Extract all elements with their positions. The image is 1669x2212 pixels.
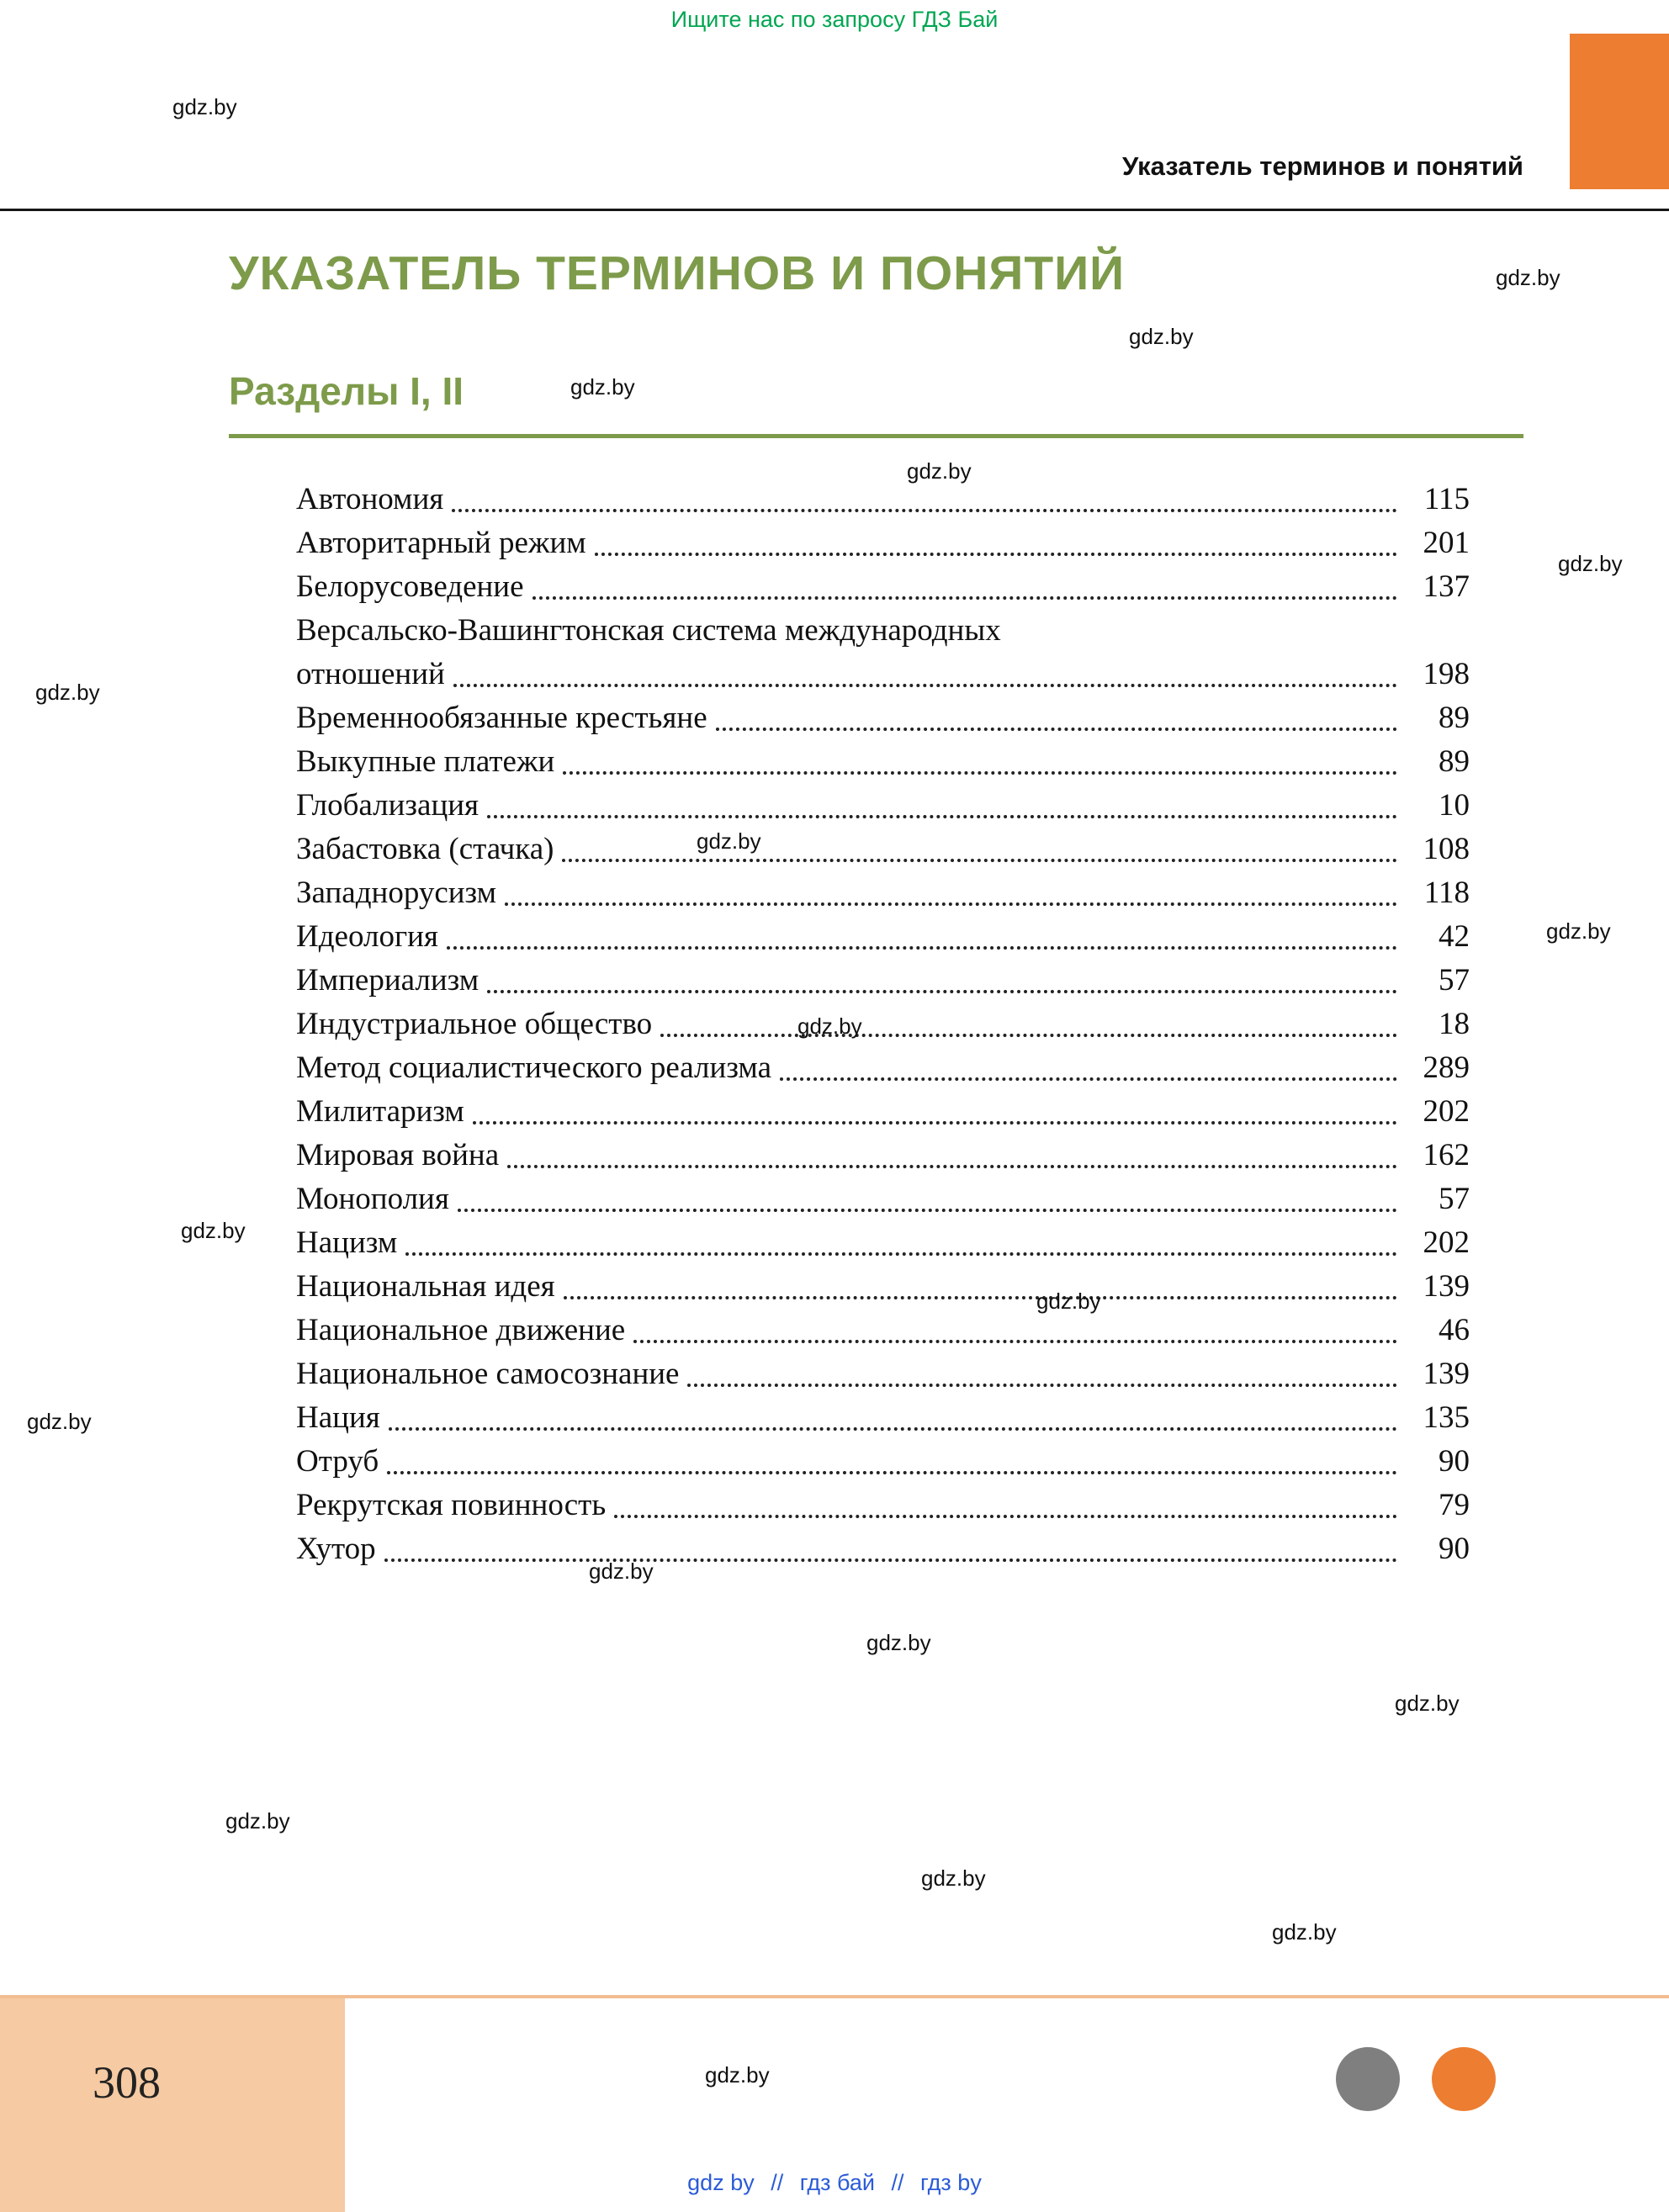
header-rule (0, 209, 1669, 211)
index-entry (296, 1440, 1470, 1484)
term-page-number: 57 (1439, 963, 1470, 998)
terms-index (296, 478, 1470, 1571)
term-label: Метод социалистического реализма (296, 1050, 771, 1085)
index-entry (296, 653, 1470, 696)
gdz-watermark: gdz.by (1036, 1289, 1101, 1314)
term-label: Нацизм (296, 1225, 398, 1260)
term-label: Белорусоведение (296, 569, 524, 604)
dot-leader (387, 1471, 1397, 1474)
term-label: Забастовка (стачка) (296, 832, 554, 866)
gdz-watermark: gdz.by (797, 1013, 862, 1039)
dot-leader (453, 684, 1397, 687)
dot-leader (716, 728, 1397, 731)
term-label: Рекрутская повинность (296, 1488, 607, 1522)
gray-circle-decoration (1336, 2047, 1400, 2111)
index-entry (296, 871, 1470, 915)
page-title: УКАЗАТЕЛЬ ТЕРМИНОВ И ПОНЯТИЙ (229, 246, 1126, 300)
gdz-watermark: gdz.by (866, 1630, 931, 1655)
term-page-number: 10 (1439, 788, 1470, 823)
dot-leader (563, 771, 1397, 775)
index-entry (296, 1309, 1470, 1352)
term-label: Западнорусизм (296, 876, 497, 910)
term-label: Империализм (296, 963, 480, 998)
term-label: Автономия (296, 482, 444, 516)
dot-leader (405, 1252, 1397, 1256)
term-label: Отруб (296, 1444, 379, 1479)
promo-banner: Ищите нас по запросу ГДЗ Бай (670, 7, 999, 32)
index-entry (296, 1265, 1470, 1309)
index-entry (296, 740, 1470, 784)
link-separator: // (891, 2170, 904, 2195)
dot-leader (384, 1558, 1397, 1562)
term-page-number: 289 (1423, 1050, 1470, 1085)
index-entry (296, 1527, 1470, 1571)
gdz-watermark: gdz.by (1272, 1919, 1337, 1945)
footer-link-gdz-by[interactable]: gdz by (687, 2170, 755, 2195)
index-entry (296, 696, 1470, 740)
term-page-number: 139 (1423, 1357, 1470, 1391)
gdz-watermark: gdz.by (225, 1808, 290, 1834)
dot-leader (458, 1209, 1397, 1212)
gdz-watermark: gdz.by (35, 680, 100, 705)
index-entry-first-line: Версальско-Вашингтонская система международных (296, 613, 1001, 648)
corner-decoration (1570, 34, 1669, 189)
term-page-number: 46 (1439, 1313, 1470, 1347)
gdz-watermark: gdz.by (1558, 551, 1623, 576)
term-label: Национальное самосознание (296, 1357, 680, 1391)
index-entry (296, 959, 1470, 1003)
index-entry (296, 1134, 1470, 1177)
link-separator: // (771, 2170, 784, 2195)
dot-leader (564, 1296, 1397, 1299)
running-header: Указатель терминов и понятий (1122, 151, 1523, 181)
dot-leader (633, 1340, 1397, 1343)
footer-links (0, 2170, 1669, 2196)
gdz-watermark: gdz.by (589, 1558, 654, 1584)
dot-leader (487, 990, 1397, 993)
dot-leader (473, 1121, 1397, 1125)
gdz-watermark: gdz.by (172, 94, 237, 119)
term-page-number: 202 (1423, 1225, 1470, 1260)
index-entry (296, 784, 1470, 828)
index-entry (296, 1221, 1470, 1265)
index-entry (296, 1396, 1470, 1440)
term-page-number: 89 (1439, 744, 1470, 779)
term-page-number: 108 (1423, 832, 1470, 866)
gdz-watermark: gdz.by (921, 1865, 986, 1891)
gdz-watermark: gdz.by (907, 458, 972, 484)
term-page-number: 89 (1439, 701, 1470, 735)
dot-leader (532, 596, 1397, 600)
gdz-watermark: gdz.by (1129, 324, 1194, 349)
term-label: Милитаризм (296, 1094, 464, 1129)
footer-link-gdz-bai[interactable]: гдз бай (799, 2170, 875, 2195)
term-label: Национальная идея (296, 1269, 555, 1304)
term-page-number: 18 (1439, 1007, 1470, 1041)
term-label: Хутор (296, 1532, 376, 1566)
term-label: Монополия (296, 1182, 449, 1216)
dot-leader (562, 859, 1397, 862)
term-page-number: 202 (1423, 1094, 1470, 1129)
term-page-number: 115 (1423, 482, 1470, 516)
index-entry (296, 521, 1470, 565)
gdz-watermark: gdz.by (705, 2062, 770, 2088)
term-page-number: 135 (1423, 1400, 1470, 1435)
section-title: Разделы I, II (229, 369, 464, 413)
section-rule (229, 434, 1523, 438)
term-label: Выкупные платежи (296, 744, 555, 779)
term-page-number: 198 (1423, 657, 1470, 691)
term-page-number: 118 (1423, 876, 1470, 910)
gdz-watermark: gdz.by (27, 1409, 92, 1434)
term-label: Индустриальное общество (296, 1007, 653, 1041)
dot-leader (487, 815, 1397, 818)
gdz-watermark: gdz.by (181, 1218, 246, 1243)
term-page-number: 137 (1423, 569, 1470, 604)
index-entry (296, 915, 1470, 959)
dot-leader (614, 1515, 1397, 1518)
dot-leader (687, 1384, 1397, 1387)
term-label: Нация (296, 1400, 380, 1435)
term-label: Мировая война (296, 1138, 500, 1172)
gdz-watermark: gdz.by (570, 374, 635, 400)
footer-link-gdz-by-2[interactable]: гдз by (920, 2170, 982, 2195)
term-page-number: 139 (1423, 1269, 1470, 1304)
index-entry (296, 1484, 1470, 1527)
gdz-watermark: gdz.by (1546, 918, 1611, 944)
term-label: Авторитарный режим (296, 526, 586, 560)
term-label: Временнообязанные крестьяне (296, 701, 707, 735)
dot-leader (595, 553, 1397, 556)
dot-leader (507, 1165, 1397, 1168)
index-entry (296, 1003, 1470, 1046)
term-label: отношений (296, 657, 445, 691)
index-entry (296, 565, 1470, 609)
term-page-number: 42 (1439, 919, 1470, 954)
dot-leader (447, 946, 1397, 950)
term-page-number: 90 (1439, 1532, 1470, 1566)
term-page-number: 201 (1423, 526, 1470, 560)
term-label: Идеология (296, 919, 438, 954)
index-entry (296, 1090, 1470, 1134)
index-entry (296, 478, 1470, 521)
gdz-watermark: gdz.by (1395, 1691, 1460, 1716)
dot-leader (452, 509, 1397, 512)
term-page-number: 79 (1439, 1488, 1470, 1522)
dot-leader (505, 902, 1397, 906)
term-page-number: 90 (1439, 1444, 1470, 1479)
index-entry (296, 1046, 1470, 1090)
dot-leader (389, 1427, 1397, 1431)
page-number: 308 (93, 2057, 161, 2108)
term-page-number: 57 (1439, 1182, 1470, 1216)
index-entry (296, 828, 1470, 871)
gdz-watermark: gdz.by (697, 828, 761, 854)
dot-leader (660, 1034, 1397, 1037)
index-entry (296, 1352, 1470, 1396)
dot-leader (780, 1077, 1397, 1081)
index-entry (296, 1177, 1470, 1221)
orange-circle-decoration (1432, 2047, 1496, 2111)
term-label: Национальное движение (296, 1313, 626, 1347)
term-label: Глобализация (296, 788, 480, 823)
gdz-watermark: gdz.by (1496, 265, 1560, 290)
term-page-number: 162 (1423, 1138, 1470, 1172)
